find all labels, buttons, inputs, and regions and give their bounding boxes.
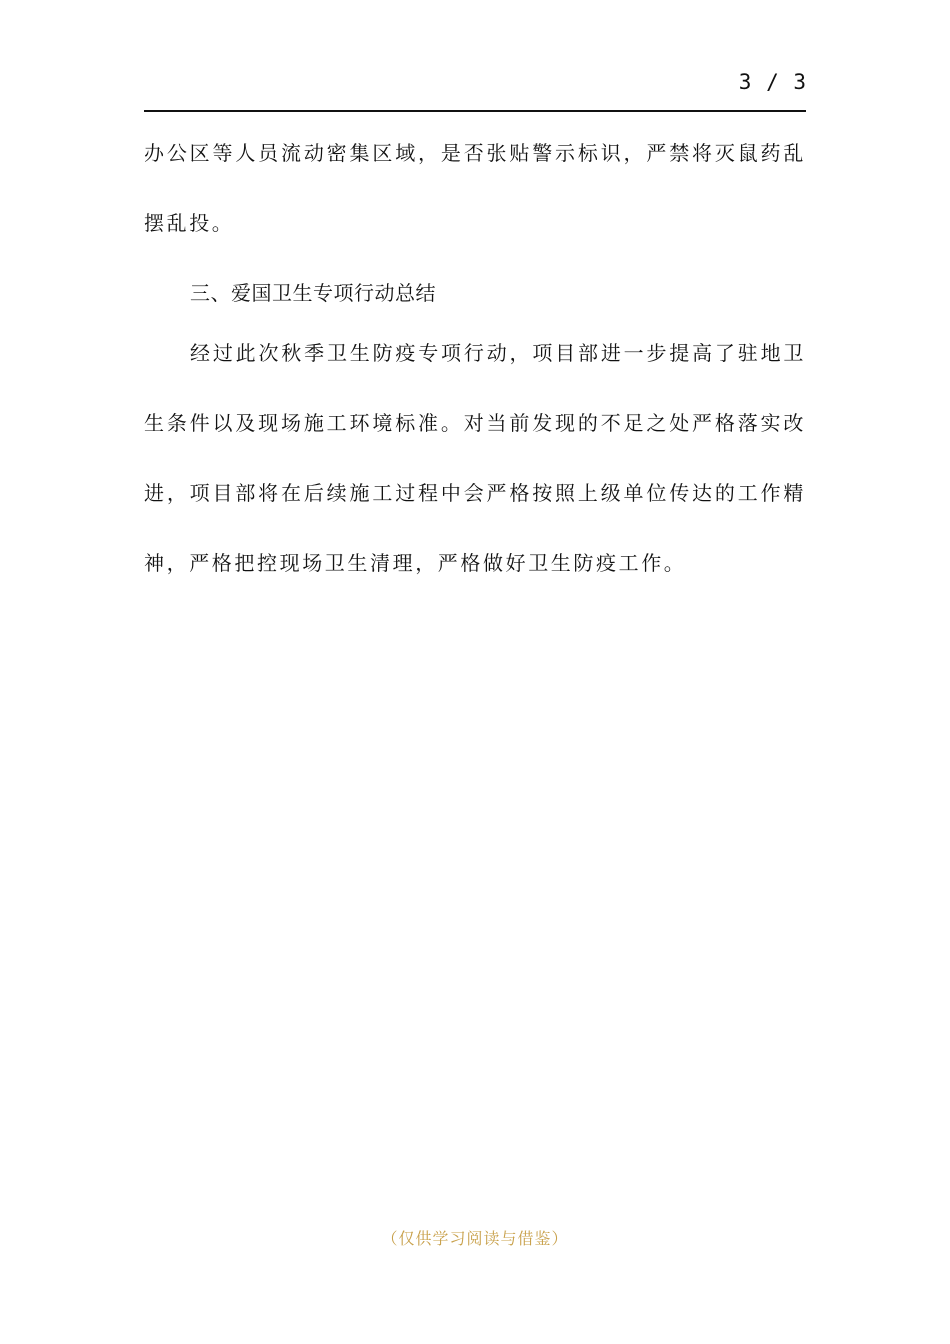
paragraph-line: 生条件以及现场施工环境标准。对当前发现的不足之处严格落实改: [144, 411, 806, 435]
footer-disclaimer: （仅供学习阅读与借鉴）: [381, 1229, 569, 1248]
section-heading: 三、爱国卫生专项行动总结: [190, 281, 436, 305]
paragraph-line: 神，严格把控现场卫生清理，严格做好卫生防疫工作。: [144, 551, 687, 575]
paragraph-continuation: [144, 132, 806, 245]
paragraph-line: 摆乱投。: [144, 211, 235, 235]
paragraph-line: 办公区等人员流动密集区域，是否张贴警示标识，严禁将灭鼠药乱: [144, 141, 806, 165]
paragraph-line: 经过此次秋季卫生防疫专项行动，项目部进一步提高了驻地卫: [190, 341, 806, 365]
header-divider: [144, 110, 806, 112]
page-number: 3 / 3: [738, 70, 807, 94]
paragraph-line: 进，项目部将在后续施工过程中会严格按照上级单位传达的工作精: [144, 481, 806, 505]
document-body: [144, 132, 806, 585]
paragraph-summary: [144, 332, 806, 585]
